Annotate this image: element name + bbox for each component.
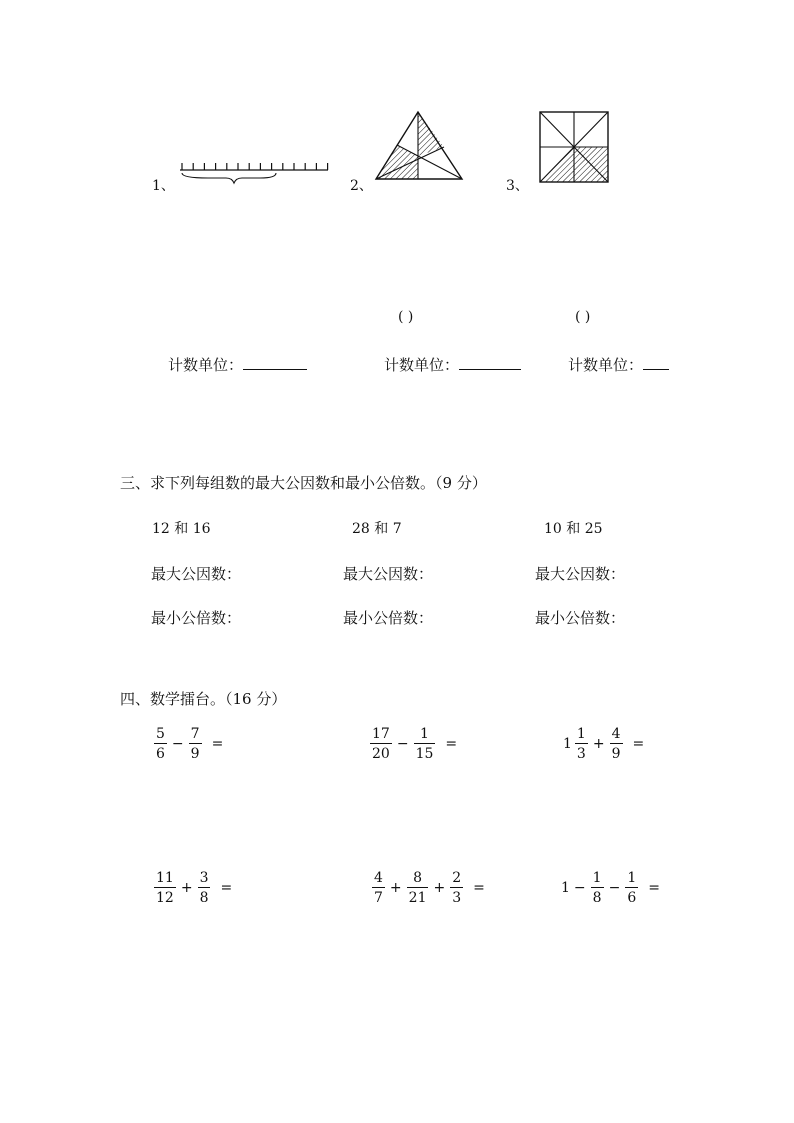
- plus-sign: +: [433, 880, 446, 896]
- fraction: $\frac{1}{6}$: [627, 870, 637, 906]
- square-figure: [538, 110, 612, 186]
- problem-5: [370, 871, 485, 905]
- unit-row-2: [384, 354, 521, 375]
- number-pair-3: 10 和 25: [544, 521, 603, 537]
- unit-blank-1[interactable]: [243, 355, 307, 370]
- answer-paren-3[interactable]: ( ): [575, 309, 591, 325]
- number-pair-2: 28 和 7: [352, 521, 402, 537]
- plus-sign: +: [389, 880, 402, 896]
- lcm-label-1: 最小公倍数：: [151, 609, 242, 627]
- unit-label: 计数单位：: [384, 356, 460, 374]
- minus-sign: −: [171, 736, 184, 752]
- fraction: $\frac{4}{9}$: [611, 726, 621, 762]
- figure-3-label: 3、: [506, 178, 529, 194]
- fraction: $\frac{1}{8}$: [592, 870, 602, 906]
- problem-2: [368, 727, 457, 761]
- plus-sign: +: [180, 880, 193, 896]
- fraction: $\frac{3}{8}$: [199, 870, 209, 906]
- equals-sign: =: [648, 880, 660, 896]
- fraction: $\frac{4}{7}$: [374, 870, 383, 906]
- minus-sign: −: [396, 736, 409, 752]
- section-3-title: 三、求下列每组数的最大公因数和最小公倍数。（9 分）: [120, 474, 487, 492]
- fraction: $\frac{1}{15}$: [415, 726, 434, 762]
- gcd-label-2: 最大公因数：: [343, 565, 434, 583]
- fraction: $\frac{8}{21}$: [408, 870, 427, 906]
- ruler-figure: [178, 158, 330, 188]
- unit-row-1: [168, 354, 307, 375]
- problem-4: [152, 871, 232, 905]
- problem-1: [152, 727, 223, 761]
- figure-2-label: 2、: [350, 178, 373, 194]
- answer-paren-2[interactable]: ( ): [398, 309, 414, 325]
- unit-blank-3[interactable]: [643, 355, 669, 370]
- fraction: $\frac{17}{20}$: [372, 726, 390, 762]
- gcd-label-3: 最大公因数：: [535, 565, 626, 583]
- gcd-label-1: 最大公因数：: [151, 565, 242, 583]
- fraction: $\frac{2}{3}$: [452, 870, 462, 906]
- unit-blank-2[interactable]: [459, 355, 521, 370]
- problem-3: [563, 727, 644, 761]
- equals-sign: =: [211, 736, 224, 752]
- fraction: $\frac{11}{12}$: [156, 870, 174, 906]
- unit-label: 计数单位：: [568, 356, 644, 374]
- number-pair-1: 12 和 16: [152, 521, 211, 537]
- equals-sign: =: [473, 880, 485, 896]
- fraction: $\frac{7}{9}$: [190, 726, 200, 762]
- fraction: $\frac{1}{3}$: [576, 726, 586, 762]
- minus-sign: −: [608, 880, 621, 896]
- triangle-figure: [374, 110, 466, 184]
- unit-row-3: [568, 354, 669, 375]
- brace-icon: [182, 173, 276, 183]
- figure-1-label: 1、: [152, 178, 175, 194]
- equals-sign: =: [445, 736, 458, 752]
- whole-number: 1: [561, 880, 570, 896]
- unit-label: 计数单位：: [168, 356, 244, 374]
- section-4-title: 四、数学擂台。（16 分）: [120, 690, 287, 708]
- lcm-label-2: 最小公倍数：: [343, 609, 434, 627]
- minus-sign: −: [573, 880, 586, 896]
- fraction: $\frac{5}{6}$: [156, 726, 165, 762]
- equals-sign: =: [632, 736, 645, 752]
- problem-6: [561, 871, 660, 905]
- whole-number: 1: [563, 736, 572, 752]
- equals-sign: =: [220, 880, 233, 896]
- plus-sign: +: [592, 736, 605, 752]
- lcm-label-3: 最小公倍数：: [535, 609, 626, 627]
